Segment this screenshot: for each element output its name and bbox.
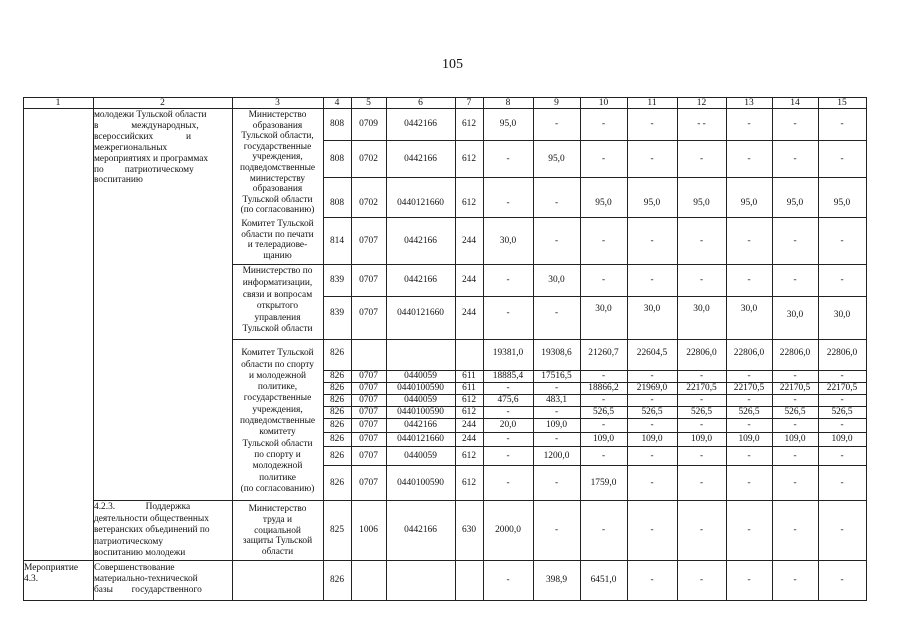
cell-col-12: 526,5 [690, 407, 713, 418]
column-header-8: 8 [505, 97, 511, 108]
cell-col-10: - [601, 525, 606, 536]
cell-col-13: - [747, 477, 751, 488]
cell-col-14: 526,5 [784, 407, 806, 418]
cell-col-5: 1006 [359, 525, 378, 536]
cell-col-6: 0440100590 [397, 477, 444, 488]
cell-col-11: 30,0 [643, 303, 661, 314]
cell-col-14: - [793, 371, 797, 382]
cell-col-15: - [840, 275, 844, 286]
cell-col-15: - [840, 235, 844, 246]
cell-col-14: - [793, 275, 797, 286]
cell-col-12: - [699, 574, 704, 585]
cell-col-15: 95,0 [833, 197, 851, 208]
cell-col-7: 612 [461, 197, 477, 208]
cell-col-5: 0709 [359, 119, 378, 130]
row-separator [323, 446, 867, 447]
cell-col-4: 826 [329, 477, 345, 488]
measure-name: в международных, [94, 120, 199, 131]
cell-col-11: - [650, 275, 654, 286]
executor-ministry-education: образования [252, 184, 303, 195]
column-header-2: 2 [160, 97, 165, 108]
cell-col-12: 109,0 [690, 434, 713, 445]
cell-col-9: - [554, 197, 559, 208]
cell-col-6: 0442166 [404, 119, 437, 130]
column-header-6: 6 [418, 97, 423, 108]
cell-col-4: 825 [329, 525, 345, 536]
row-separator [323, 177, 867, 178]
cell-col-15: - [840, 371, 844, 382]
cell-col-4: 826 [329, 407, 345, 418]
executor-sport-committee: комитету [259, 427, 296, 438]
executor-ministry-labour: социальной [254, 525, 301, 536]
cell-col-10: - [601, 371, 606, 382]
cell-col-4: 826 [329, 347, 345, 358]
measure-4-2-3-name: ветеранских объединений по [94, 525, 210, 536]
executor-press-committee: щанию [263, 250, 292, 261]
executor-ministry-education: министерству [249, 173, 306, 184]
table-bottom-border [23, 600, 867, 601]
cell-col-15: - [840, 477, 844, 488]
cell-col-6: 0442166 [404, 525, 437, 536]
executor-sport-committee: политике [259, 472, 296, 483]
cell-col-4: 839 [329, 307, 345, 318]
cell-col-15: - [840, 420, 844, 431]
cell-col-8: 475,6 [497, 395, 519, 406]
cell-col-6: 0440059 [404, 450, 437, 461]
measure-4-3-label: 4.3. [24, 573, 39, 584]
cell-col-11: - [650, 420, 654, 431]
measure-4-2-3-name: 4.2.3. Поддержка [94, 502, 191, 513]
cell-col-6: 0440059 [404, 371, 437, 382]
executor-press-committee: и телерадиове- [247, 240, 308, 251]
cell-col-9: 109,0 [545, 420, 568, 431]
cell-col-13: - [747, 235, 751, 246]
column-header-12: 12 [696, 97, 707, 108]
cell-col-4: 826 [329, 383, 345, 394]
executor-ministry-education: (по согласованию) [240, 205, 315, 216]
cell-col-6: 0440121660 [397, 434, 444, 445]
cell-col-6: 0440100590 [397, 383, 444, 394]
cell-col-7: 612 [461, 119, 477, 130]
cell-col-8: - [506, 307, 510, 318]
cell-col-8: 95,0 [499, 119, 517, 130]
cell-col-8: - [506, 383, 510, 394]
cell-col-9: - [554, 307, 559, 318]
cell-col-4: 826 [329, 450, 345, 461]
row-separator [323, 432, 867, 433]
executor-ministry-informatization: связи и вопросам [242, 289, 313, 300]
executor-ministry-education: подведомственные [239, 162, 316, 173]
cell-col-5: 0707 [359, 235, 378, 246]
cell-col-5: 0707 [359, 275, 378, 286]
executor-sport-committee: подведомственные [239, 416, 316, 427]
cell-col-4: 826 [329, 395, 345, 406]
column-header-10: 10 [598, 97, 609, 108]
cell-col-13: 22806,0 [733, 347, 765, 358]
cell-col-5: 0707 [359, 420, 378, 431]
cell-col-7: 630 [461, 525, 477, 536]
cell-col-8: - [506, 434, 510, 445]
cell-col-13: 95,0 [740, 197, 758, 208]
column-header-1: 1 [55, 97, 61, 108]
cell-col-12: - [699, 450, 704, 461]
measure-4-2-3-name: воспитанию молодежи [94, 547, 186, 558]
cell-col-13: - [747, 420, 751, 431]
executor-sport-committee: политике, [257, 382, 298, 393]
cell-col-7: 612 [461, 407, 477, 418]
cell-col-8: 30,0 [499, 235, 517, 246]
cell-col-10: 109,0 [592, 434, 615, 445]
column-header-7: 7 [466, 97, 472, 108]
cell-col-9: 398,9 [545, 574, 568, 585]
cell-col-5: 0702 [359, 197, 378, 208]
cell-col-15: 22170,5 [826, 383, 858, 394]
cell-col-6: 0442166 [404, 235, 437, 246]
cell-col-11: 22604,5 [636, 347, 668, 358]
cell-col-5: 0707 [359, 371, 378, 382]
cell-col-10: 6451,0 [590, 574, 617, 585]
cell-col-5: 0707 [359, 477, 378, 488]
executor-ministry-education: образования [252, 120, 303, 131]
cell-col-5: 0707 [359, 307, 378, 318]
column-header-5: 5 [366, 97, 371, 108]
cell-col-8: 20,0 [499, 420, 517, 431]
cell-col-6: 0440121660 [397, 307, 444, 318]
row-separator [323, 465, 867, 466]
measure-name: мероприятиях и программах [94, 153, 209, 164]
cell-col-8: - [506, 450, 510, 461]
row-separator [23, 560, 867, 561]
cell-col-9: 483,1 [545, 395, 568, 406]
executor-sport-committee: (по согласованию) [240, 483, 315, 494]
executor-ministry-informatization: информатизации, [242, 278, 313, 288]
column-header-3: 3 [275, 97, 280, 108]
cell-col-8: 18885,4 [492, 371, 524, 382]
cell-col-10: - [601, 420, 606, 431]
cell-col-11: - [650, 574, 654, 585]
column-header-9: 9 [554, 97, 559, 108]
executor-sport-committee: и молодежной [248, 370, 307, 381]
cell-col-13: - [747, 395, 751, 406]
cell-col-12: 22806,0 [686, 347, 717, 358]
cell-col-9: 19308,6 [541, 347, 572, 358]
cell-col-7: 244 [461, 434, 477, 445]
cell-col-4: 826 [329, 420, 345, 431]
cell-col-7: 244 [461, 420, 477, 431]
cell-col-9: - [554, 235, 559, 246]
cell-col-8: - [506, 407, 510, 418]
row-separator [323, 418, 867, 419]
cell-col-5: 0707 [359, 434, 378, 445]
cell-col-8: - [506, 275, 510, 286]
measure-4-2-3-name: деятельности общественных [94, 513, 209, 524]
cell-col-11: - [650, 450, 654, 461]
cell-col-8: - [506, 574, 510, 585]
cell-col-14: - [793, 450, 797, 461]
column-header-13: 13 [744, 97, 754, 108]
cell-col-4: 808 [329, 153, 345, 164]
cell-col-12: 22170,5 [686, 383, 717, 394]
executor-ministry-labour: защиты Тульской [242, 536, 313, 547]
cell-col-6: 0442166 [404, 275, 437, 286]
cell-col-13: - [747, 525, 751, 536]
cell-col-9: - [554, 477, 559, 488]
cell-col-15: 109,0 [831, 434, 853, 445]
measure-4-3-name: Совершенствование [94, 563, 175, 573]
executor-sport-committee: учреждения, [252, 404, 303, 415]
cell-col-12: - [699, 153, 704, 164]
cell-col-8: 2000,0 [495, 525, 521, 536]
cell-col-4: 814 [329, 235, 345, 246]
cell-col-14: - [793, 525, 797, 536]
cell-col-6: 0440059 [404, 395, 437, 406]
cell-col-14: 22806,0 [779, 347, 811, 358]
measure-4-3-name: материально-технической [94, 573, 198, 584]
cell-col-4: 808 [329, 197, 345, 208]
cell-col-14: 30,0 [786, 309, 804, 320]
cell-col-10: 21260,7 [588, 347, 619, 358]
cell-col-10: - [601, 153, 606, 164]
cell-col-7: 611 [462, 383, 476, 394]
cell-col-13: 30,0 [740, 303, 758, 314]
cell-col-14: 22170,5 [779, 383, 811, 394]
executor-ministry-education: Тульской области, [241, 131, 314, 142]
cell-col-11: - [650, 371, 654, 382]
measure-name: межрегиональных [94, 142, 168, 153]
cell-col-9: 1200,0 [543, 450, 570, 461]
cell-col-11: - [650, 235, 654, 246]
row-separator [323, 217, 867, 218]
measure-4-3-name: базы государственного [94, 584, 202, 595]
executor-sport-committee: молодежной [252, 461, 303, 472]
cell-col-15: 526,5 [831, 407, 853, 418]
executor-ministry-education: государственные [243, 141, 312, 152]
cell-col-14: - [793, 395, 797, 406]
cell-col-9: - [554, 407, 559, 418]
cell-col-13: - [747, 574, 751, 585]
cell-col-11: 526,5 [641, 407, 663, 418]
executor-ministry-education: Тульской области [242, 194, 313, 205]
executor-sport-committee: по спорту и [254, 449, 301, 460]
cell-col-10: - [601, 235, 606, 246]
row-separator [323, 296, 867, 297]
cell-col-14: - [793, 119, 797, 130]
cell-col-4: 826 [329, 371, 345, 382]
cell-col-7: 612 [461, 450, 477, 461]
cell-col-11: 21969,0 [636, 383, 668, 394]
cell-col-7: 612 [461, 153, 477, 164]
cell-col-11: - [650, 119, 654, 130]
cell-col-10: - [601, 275, 606, 286]
cell-col-12: - [699, 395, 704, 406]
executor-ministry-informatization: Министерство по [242, 266, 313, 277]
cell-col-14: - [793, 477, 797, 488]
executor-sport-committee: области по спорту [241, 359, 314, 370]
executor-press-committee: Комитет Тульской [241, 218, 314, 229]
cell-col-6: 0440121660 [397, 197, 444, 208]
executor-ministry-labour: труда и [262, 514, 293, 525]
cell-col-11: 95,0 [643, 197, 661, 208]
cell-col-7: 611 [462, 371, 476, 382]
executor-ministry-informatization: Тульской области [242, 324, 313, 335]
executor-sport-committee: Тульской области [242, 438, 313, 449]
cell-col-12: - [699, 371, 704, 382]
cell-col-10: 30,0 [595, 303, 612, 314]
cell-col-12: 95,0 [693, 197, 710, 208]
cell-col-6: 0442166 [404, 153, 437, 164]
column-border [866, 97, 867, 601]
cell-col-10: - [601, 119, 606, 130]
cell-col-10: 95,0 [595, 197, 612, 208]
measure-name: всероссийских и [94, 131, 192, 142]
cell-col-6: 0442166 [404, 420, 437, 431]
measure-name: молодежи Тульской области [94, 110, 207, 121]
cell-col-7: 244 [461, 235, 477, 246]
cell-col-15: - [840, 574, 844, 585]
cell-col-5: 0707 [359, 383, 378, 394]
cell-col-8: - [506, 477, 510, 488]
measure-name: по патриотическому [94, 164, 194, 175]
cell-col-6: 0440100590 [397, 407, 444, 418]
cell-col-15: - [840, 450, 844, 461]
cell-col-9: 30,0 [548, 275, 565, 286]
cell-col-7: 612 [461, 395, 477, 406]
column-header-15: 15 [837, 97, 847, 108]
cell-col-10: - [601, 395, 606, 406]
column-header-11: 11 [647, 97, 657, 108]
cell-col-12: - - [697, 119, 706, 130]
cell-col-4: 826 [329, 574, 345, 585]
executor-sport-committee: государственные [243, 393, 312, 404]
executor-press-committee: области по печати [241, 229, 314, 240]
cell-col-15: - [840, 395, 844, 406]
cell-col-7: 244 [461, 275, 477, 286]
cell-col-4: 839 [329, 275, 345, 286]
executor-ministry-labour: Министерство [248, 504, 307, 514]
cell-col-13: - [747, 450, 751, 461]
cell-col-7: 612 [461, 477, 477, 488]
cell-col-8: - [506, 197, 510, 208]
cell-col-14: 95,0 [786, 197, 804, 208]
cell-col-9: - [554, 119, 559, 130]
column-border [23, 97, 24, 601]
cell-col-14: - [793, 235, 797, 246]
cell-col-11: - [650, 525, 654, 536]
cell-col-10: 1759,0 [590, 477, 617, 488]
measure-4-3-label: Мероприятие [24, 563, 79, 573]
cell-col-11: - [650, 477, 654, 488]
executor-sport-committee: Комитет Тульской [241, 348, 314, 359]
cell-col-14: - [793, 420, 797, 431]
executor-ministry-education: учреждения, [252, 152, 303, 163]
cell-col-10: - [601, 450, 606, 461]
cell-col-14: - [793, 153, 797, 164]
measure-name: воспитанию [94, 175, 143, 186]
cell-col-12: - [699, 420, 704, 431]
cell-col-4: 808 [329, 119, 345, 130]
cell-col-12: - [699, 235, 704, 246]
cell-col-9: 95,0 [548, 153, 565, 164]
cell-col-12: 30,0 [693, 303, 710, 314]
cell-col-11: - [650, 395, 654, 406]
cell-col-15: 22806,0 [826, 347, 858, 358]
cell-col-9: - [554, 434, 559, 445]
executor-ministry-education: Министерство [248, 109, 307, 120]
cell-col-15: - [840, 525, 844, 536]
cell-col-8: - [506, 153, 510, 164]
cell-col-13: - [747, 275, 751, 286]
cell-col-13: - [747, 371, 751, 382]
cell-col-5: 0707 [359, 407, 378, 418]
cell-col-13: - [747, 153, 751, 164]
cell-col-13: 22170,5 [733, 383, 765, 394]
cell-col-12: - [699, 525, 704, 536]
cell-col-5: 0707 [359, 450, 378, 461]
executor-ministry-labour: области [261, 547, 294, 558]
cell-col-5: 0702 [359, 153, 378, 164]
cell-col-7: 244 [461, 307, 477, 318]
cell-col-13: 109,0 [738, 434, 760, 445]
cell-col-14: - [793, 574, 797, 585]
column-header-14: 14 [790, 97, 800, 108]
cell-col-14: 109,0 [784, 434, 806, 445]
row-separator [93, 500, 867, 501]
cell-col-11: 109,0 [641, 434, 663, 445]
cell-col-10: 526,5 [592, 407, 615, 418]
cell-col-9: - [554, 525, 559, 536]
executor-ministry-informatization: открытого [256, 301, 299, 312]
cell-col-9: 17516,5 [541, 371, 572, 382]
page-number: 105 [442, 57, 463, 72]
cell-col-10: 18866,2 [588, 383, 619, 394]
cell-col-13: 526,5 [738, 407, 760, 418]
cell-col-13: - [747, 119, 751, 130]
cell-col-11: - [650, 153, 654, 164]
column-header-4: 4 [334, 97, 340, 108]
executor-ministry-informatization: управления [254, 312, 301, 323]
cell-col-8: 19381,0 [492, 347, 524, 358]
row-separator [323, 140, 867, 141]
measure-4-2-3-name: патриотическому [94, 536, 164, 547]
cell-col-12: - [699, 275, 704, 286]
cell-col-15: 30,0 [833, 309, 851, 320]
cell-col-9: - [554, 383, 559, 394]
cell-col-15: - [840, 153, 844, 164]
cell-col-5: 0707 [359, 395, 378, 406]
cell-col-12: - [699, 477, 704, 488]
cell-col-15: - [840, 119, 844, 130]
cell-col-4: 826 [329, 434, 345, 445]
